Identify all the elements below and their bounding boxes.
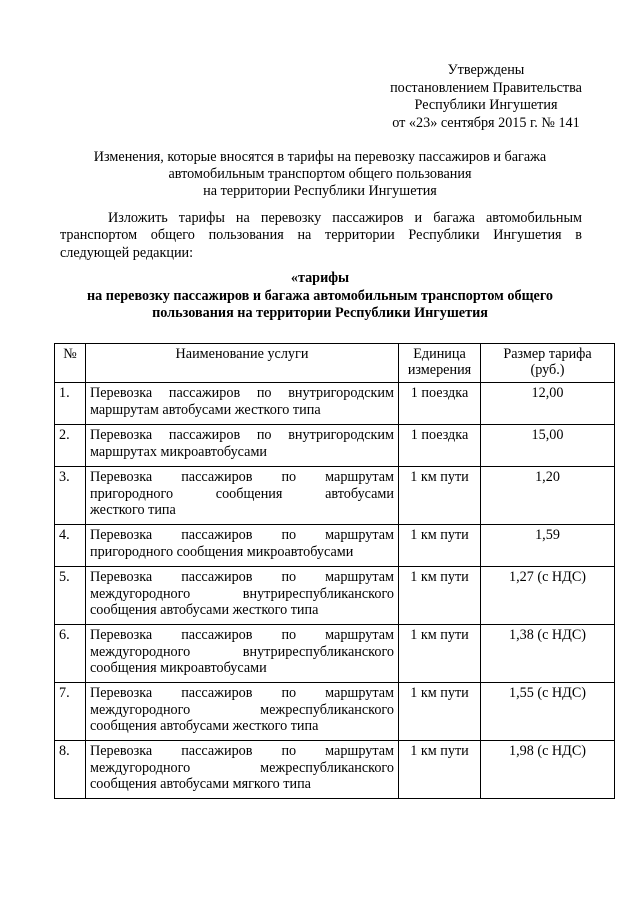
tariff-price: 1,38 (с НДС) — [481, 625, 615, 683]
service-name-line: пригородного сообщения автобусами — [90, 485, 394, 502]
table-row — [55, 425, 615, 467]
row-number: 6. — [55, 625, 86, 683]
intro-paragraph — [60, 210, 582, 262]
row-number: 1. — [55, 383, 86, 425]
table-row — [55, 467, 615, 525]
tariff-price: 1,20 — [481, 467, 615, 525]
tariff-price: 12,00 — [481, 383, 615, 425]
tariff-price: 1,59 — [481, 525, 615, 567]
unit-of-measure: 1 км пути — [399, 741, 481, 799]
service-name-line: сообщения автобусами жесткого типа — [90, 601, 319, 618]
service-name-line: маршрутам автобусами жесткого типа — [90, 401, 321, 418]
unit-of-measure: 1 км пути — [399, 567, 481, 625]
row-number: 3. — [55, 467, 86, 525]
service-name-line: междугородного внутриреспубликанского — [90, 643, 394, 660]
approval-line: Республики Ингушетия — [414, 97, 558, 113]
service-name-line: Перевозка пассажиров по маршрутам — [90, 569, 394, 586]
service-name-line: междугородного межреспубликанского — [90, 759, 394, 776]
title-line: на территории Республики Ингушетия — [203, 183, 437, 200]
service-name-line: междугородного межреспубликанского — [90, 701, 394, 718]
title-line: автомобильным транспортом общего пользования — [168, 166, 472, 183]
tariff-heading-line: пользования на территории Республики Ингушетия — [152, 305, 488, 321]
header-unit — [399, 344, 481, 383]
unit-of-measure: 1 км пути — [399, 467, 481, 525]
approval-block — [380, 62, 592, 132]
table-row — [55, 525, 615, 567]
service-name — [86, 383, 399, 425]
service-name-line: пригородного сообщения микроавтобусами — [90, 543, 354, 560]
header-unit-line: Единица — [413, 346, 466, 362]
intro-line: Изложить тарифы на перевозку пассажиров и багажа автомобильным — [108, 210, 582, 226]
table-row — [55, 741, 615, 799]
header-price — [481, 344, 615, 383]
service-name — [86, 741, 399, 799]
row-number: 8. — [55, 741, 86, 799]
header-price-line: (руб.) — [530, 362, 565, 379]
table-row — [55, 383, 615, 425]
unit-of-measure: 1 км пути — [399, 625, 481, 683]
service-name-line: Перевозка пассажиров по маршрутам — [90, 469, 394, 486]
header-num: № — [55, 344, 86, 383]
service-name — [86, 683, 399, 741]
tariff-price: 1,98 (с НДС) — [481, 741, 615, 799]
service-name — [86, 467, 399, 525]
tariff-table — [54, 343, 615, 799]
title-line: Изменения, которые вносятся в тарифы на перевозку пассажиров и багажа — [93, 149, 547, 165]
header-price-line: Размер тарифа — [503, 346, 592, 362]
intro-line: транспортом общего пользования на территории Республики Ингушетия в — [60, 227, 582, 244]
service-name-line: сообщения микроавтобусами — [90, 659, 267, 676]
document-title — [60, 149, 580, 201]
tariff-heading-line: «тарифы — [290, 270, 350, 286]
service-name — [86, 425, 399, 467]
approval-line: Утверждены — [447, 62, 525, 78]
unit-of-measure: 1 км пути — [399, 525, 481, 567]
service-name-line: Перевозка пассажиров по маршрутам — [90, 527, 394, 544]
service-name-line: сообщения автобусами жесткого типа — [90, 717, 319, 734]
row-number: 7. — [55, 683, 86, 741]
row-number: 4. — [55, 525, 86, 567]
service-name — [86, 525, 399, 567]
service-name — [86, 625, 399, 683]
unit-of-measure: 1 поездка — [399, 383, 481, 425]
service-name-line: Перевозка пассажиров по маршрутам — [90, 627, 394, 644]
table-row — [55, 683, 615, 741]
service-name-line: междугородного внутриреспубликанского — [90, 585, 394, 602]
tariff-price: 1,55 (с НДС) — [481, 683, 615, 741]
service-name-line: Перевозка пассажиров по внутригородским — [90, 427, 394, 444]
service-name-line: маршрутах микроавтобусами — [90, 443, 268, 460]
service-name-line: Перевозка пассажиров по внутригородским — [90, 385, 394, 402]
service-name-line: сообщения автобусами мягкого типа — [90, 775, 311, 792]
row-number: 2. — [55, 425, 86, 467]
header-unit-line: измерения — [407, 362, 472, 379]
table-row — [55, 625, 615, 683]
approval-date: от «23» сентября 2015 г. № 141 — [392, 114, 580, 131]
tariff-heading-line: на перевозку пассажиров и багажа автомобильным транспортом общего — [86, 287, 554, 304]
service-name-line: Перевозка пассажиров по маршрутам — [90, 743, 394, 760]
header-service: Наименование услуги — [86, 344, 399, 383]
table-header-row — [55, 344, 615, 383]
tariff-price: 15,00 — [481, 425, 615, 467]
unit-of-measure: 1 км пути — [399, 683, 481, 741]
tariff-heading — [60, 270, 580, 323]
table-row — [55, 567, 615, 625]
service-name-line: жесткого типа — [90, 501, 176, 518]
row-number: 5. — [55, 567, 86, 625]
service-name — [86, 567, 399, 625]
tariff-price: 1,27 (с НДС) — [481, 567, 615, 625]
unit-of-measure: 1 поездка — [399, 425, 481, 467]
intro-line: следующей редакции: — [60, 244, 194, 261]
service-name-line: Перевозка пассажиров по маршрутам — [90, 685, 394, 702]
approval-line: постановлением Правительства — [390, 79, 582, 96]
tariff-table-body — [55, 383, 615, 799]
